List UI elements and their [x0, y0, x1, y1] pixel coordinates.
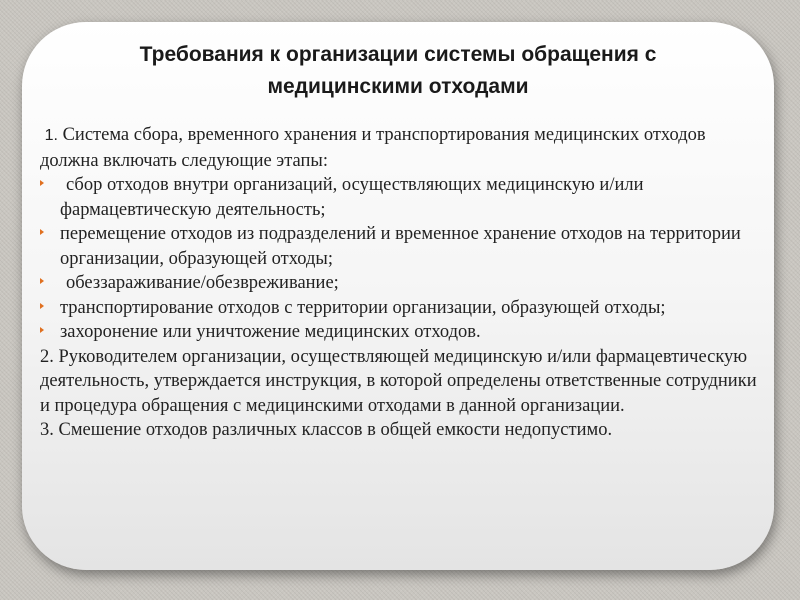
- item-1: [40, 123, 760, 173]
- slide-title-line-2: медицинскими отходами: [267, 75, 529, 98]
- triangle-bullet-icon: [40, 303, 44, 309]
- bullet-item-text: сбор отходов внутри организаций, осуществляющих медицинскую и/или фармацевтическую деятельность;: [60, 175, 644, 220]
- slide-title: [22, 39, 774, 103]
- slide-card: [22, 22, 774, 570]
- triangle-bullet-icon: [40, 327, 44, 333]
- bullet-item-text: обеззараживание/обезвреживание;: [66, 273, 339, 293]
- bullet-item-4: [40, 296, 760, 321]
- bullet-item-3: [40, 271, 760, 296]
- bullet-item-1: [40, 173, 760, 222]
- triangle-bullet-icon: [40, 278, 44, 284]
- bullet-item-2: [40, 222, 760, 271]
- item-3: 3. Смешение отходов различных классов в общей емкости недопустимо.: [40, 420, 613, 440]
- bullet-item-text: перемещение отходов из подразделений и временное хранение отходов на территории организации, образующей отходы;: [60, 224, 741, 269]
- bullet-item-text: захоронение или уничтожение медицинских отходов.: [60, 322, 481, 342]
- item-1-number: 1.: [44, 127, 58, 144]
- triangle-bullet-icon: [40, 180, 44, 186]
- slide-content: [40, 123, 760, 443]
- item-1-text: Система сбора, временного хранения и транспортирования медицинских отходов должна включать следующие этапы:: [40, 125, 706, 171]
- triangle-bullet-icon: [40, 229, 44, 235]
- bullet-item-text: транспортирование отходов с территории организации, образующей отходы;: [60, 297, 666, 318]
- slide-title-line-1: Требования к организации системы обращения с: [139, 43, 657, 66]
- item-2: 2. Руководителем организации, осуществляющей медицинскую и/или фармацевтическую деятельность, утверждается инструкция, в которой определены ответственные сотрудники и процедура обращения с медицинскими отходами в данной организации.: [40, 346, 757, 416]
- bullet-item-5: [40, 320, 760, 345]
